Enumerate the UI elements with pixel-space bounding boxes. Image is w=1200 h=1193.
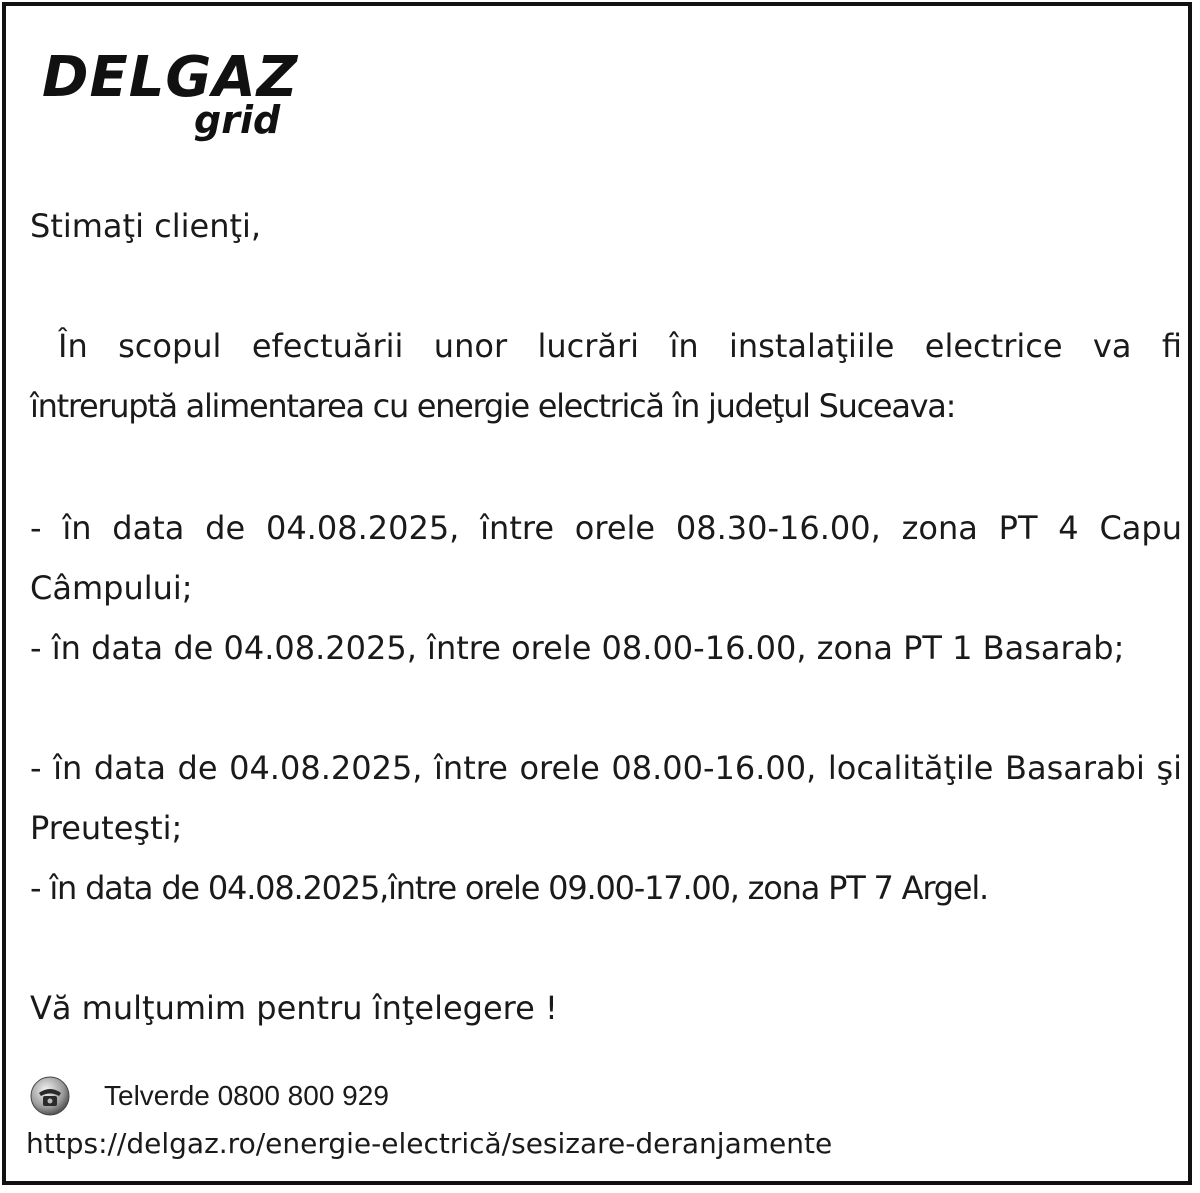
greeting: Stimaţi clienţi, — [30, 207, 262, 245]
telephone-icon — [30, 1076, 70, 1116]
logo-sub: grid — [194, 98, 281, 142]
outage-item-3: - în data de 04.08.2025, între orele 08.00-16.00, localităţile Basarabi şi Preuteşti; — [30, 749, 1182, 847]
phone-number: Telverde 0800 800 929 — [104, 1080, 389, 1111]
logo-wordmark — [42, 46, 304, 106]
intro-paragraph — [30, 316, 1182, 436]
logo-brand-text: DELGAZ — [42, 46, 299, 106]
notice-frame — [2, 2, 1192, 1185]
intro-line-2: întreruptă alimentarea cu energie electrică în judeţul Suceava: — [30, 387, 956, 425]
phone-contact — [30, 1074, 630, 1118]
outage-item-4: - în data de 04.08.2025,între orele 09.00-17.00, zona PT 7 Argel. — [30, 869, 989, 907]
thanks-message: Vă mulţumim pentru înţelegere ! — [30, 989, 558, 1027]
outage-item-1: - în data de 04.08.2025, între orele 08.30-16.00, zona PT 4 Capu Câmpului; — [30, 509, 1182, 607]
outage-item-2: - în data de 04.08.2025, între orele 08.00-16.00, zona PT 1 Basarab; — [30, 629, 1125, 667]
delgaz-grid-logo — [42, 46, 302, 156]
intro-line-1: În scopul efectuării unor lucrări în instalaţiile electrice va fi — [58, 327, 1182, 365]
fault-report-link[interactable]: https://delgaz.ro/energie-electrică/sesizare-deranjamente — [26, 1127, 833, 1160]
